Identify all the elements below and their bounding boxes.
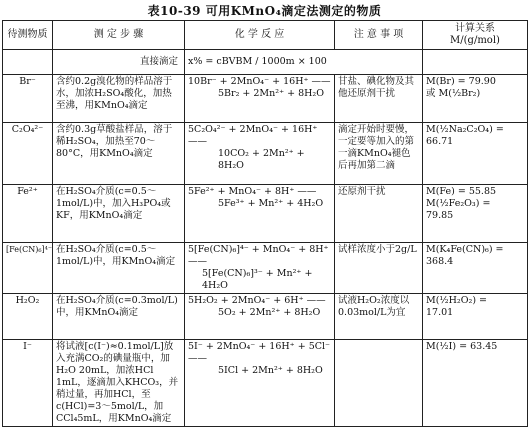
calc-line: 或 M(½Br₂) [426, 88, 481, 99]
notes-cell: 甘盐、碘化物及其他还原剂干扰 [335, 75, 423, 123]
reaction-line: 5C₂O₄²⁻ + 2MnO₄⁻ + 16H⁺ —— [188, 124, 318, 147]
reaction-cell [185, 340, 335, 427]
header-notes: 注 意 事 项 [335, 21, 423, 50]
reaction-cell [185, 123, 335, 185]
reaction-line: 10Br⁻ + 2MnO₄⁻ + 16H⁺ —— [188, 76, 331, 87]
reaction-line: 5Fe³⁺ + Mn²⁺ + 4H₂O [218, 198, 324, 209]
reaction-line: 5[Fe(CN)₆]³⁻ + Mn²⁺ + 4H₂O [202, 268, 313, 291]
calc-line: 79.85 [426, 210, 454, 221]
calc-cell [423, 123, 528, 185]
notes-cell: 试样浓度小于2g/L [335, 243, 423, 294]
page-title: 表10-39 可用KMnO₄滴定法测定的物质 [147, 4, 382, 18]
reaction-cell [185, 243, 335, 294]
procedure-cell: 含约0.2g溴化物的样品溶于水，加浓H₂SO₄酸化，加热至沸，用KMnO₄滴定 [53, 75, 185, 123]
calc-line: M(½H₂O₂) = [426, 295, 488, 306]
substances-table [2, 20, 528, 427]
calc-cell [423, 340, 528, 427]
reaction-cell [185, 75, 335, 123]
substance-cell: Br⁻ [3, 75, 53, 123]
substance-cell: Fe²⁺ [3, 185, 53, 243]
reaction-line: 5O₂ + 2Mn²⁺ + 8H₂O [218, 307, 321, 318]
calc-line: M(½Na₂C₂O₄) = [426, 124, 504, 135]
calc-line: M(Br) = 79.90 [426, 76, 496, 87]
procedure-cell: 将试液[c(I⁻)≈0.1mol/L]放入充满CO₂的碘量瓶中，加H₂O 20mL，加浓HCl 1mL，逐滴加入KHCO₃，并稍过量，再加HCl，至c(HCl)=3～5mol/L，加CCl₄5mL，用KMnO₄滴定 [53, 340, 185, 427]
reaction-line: 5I⁻ + 2MnO₄⁻ + 16H⁺ + 5Cl⁻ —— [188, 341, 331, 364]
reaction-line: 5H₂O₂ + 2MnO₄⁻ + 6H⁺ —— [188, 295, 326, 306]
header-substance: 待测物质 [3, 21, 53, 50]
notes-cell [335, 340, 423, 427]
calc-line: 17.01 [426, 307, 454, 318]
notes-cell: 还原剂干扰 [335, 185, 423, 243]
calc-cell [423, 75, 528, 123]
table-row [3, 294, 528, 340]
procedure-cell: 在H₂SO₄介质(c=0.5～1mol/L)中，用KMnO₄滴定 [53, 243, 185, 294]
header-reaction: 化 学 反 应 [185, 21, 335, 50]
calc-line: 66.71 [426, 136, 454, 147]
direct-titration-formula: x% = cBVBM / 1000m × 100 [185, 50, 423, 75]
calc-cell [423, 294, 528, 340]
substance-cell: C₂O₄²⁻ [3, 123, 53, 185]
direct-titration-label: 直接滴定 [53, 50, 185, 75]
table-row [3, 75, 528, 123]
calc-cell [423, 243, 528, 294]
reaction-line: 10CO₂ + 2Mn²⁺ + 8H₂O [218, 148, 305, 171]
direct-titration-row [3, 50, 528, 75]
table-row [3, 185, 528, 243]
reaction-line: 5ICl + 2Mn²⁺ + 8H₂O [218, 365, 323, 376]
reaction-line: 5Fe²⁺ + MnO₄⁻ + 8H⁺ —— [188, 186, 317, 197]
table-row [3, 340, 528, 427]
reaction-cell [185, 185, 335, 243]
calc-line: 368.4 [426, 256, 454, 267]
header-procedure: 测 定 步 骤 [53, 21, 185, 50]
calc-line: M(K₄Fe(CN)₆) = [426, 244, 504, 255]
substance-cell: H₂O₂ [3, 294, 53, 340]
table-row [3, 123, 528, 185]
table-row [3, 243, 528, 294]
procedure-cell: 在H₂SO₄介质(c=0.5～1mol/L)中，加入H₃PO₄或KF，用KMnO₄滴定 [53, 185, 185, 243]
notes-cell: 滴定开始时要慢，一定要等加入的第一滴KMnO₄褪色后再加第二滴 [335, 123, 423, 185]
substance-cell: I⁻ [3, 340, 53, 427]
reaction-line: 5[Fe(CN)₆]⁴⁻ + MnO₄⁻ + 8H⁺ —— [188, 244, 329, 267]
reaction-line: 5Br₂ + 2Mn²⁺ + 8H₂O [218, 88, 325, 99]
calc-cell [423, 185, 528, 243]
procedure-cell: 含约0.3g草酸盐样品，溶于稀H₂SO₄，加热至70～80°C，用KMnO₄滴定 [53, 123, 185, 185]
header-calc: 计算关系 M/(g/mol) [423, 21, 528, 50]
calc-line: M(½I) = 63.45 [426, 341, 498, 352]
table-header-row [3, 21, 528, 50]
substance-cell: [Fe(CN)₆]⁴⁻ [3, 243, 53, 294]
reaction-cell [185, 294, 335, 340]
notes-cell: 试液H₂O₂浓度以0.03mol/L为宜 [335, 294, 423, 340]
calc-line: M(Fe) = 55.85 [426, 186, 497, 197]
procedure-cell: 在H₂SO₄介质(c=0.3mol/L)中，用KMnO₄滴定 [53, 294, 185, 340]
calc-line: M(½Fe₂O₃) = [426, 198, 491, 209]
